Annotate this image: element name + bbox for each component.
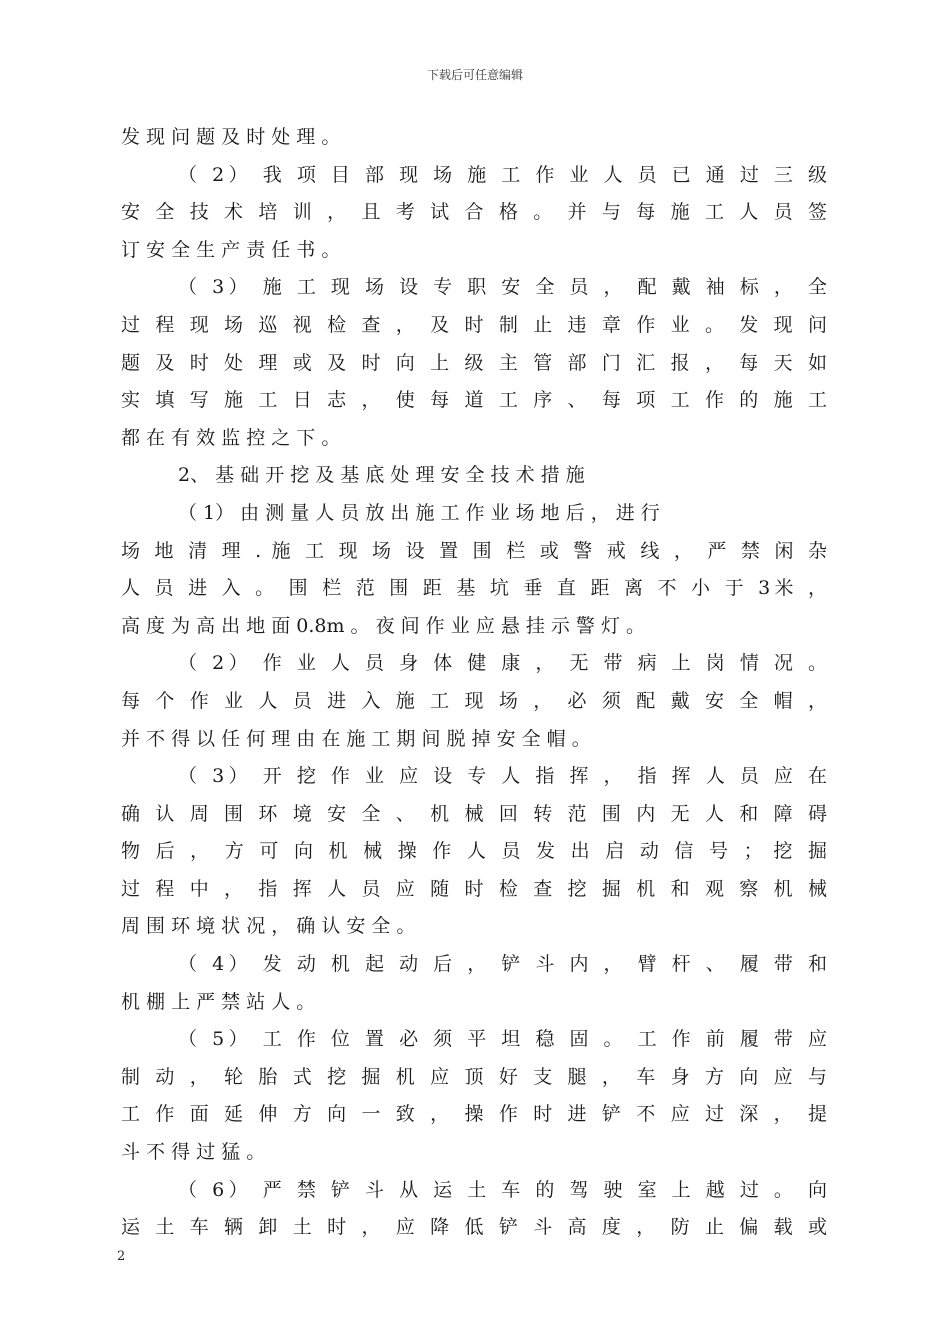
text-line: （ 1） 由 测 量 人 员 放 出 施 工 作 业 场 地 后 ， 进 行 xyxy=(178,501,660,524)
page-number: 2 xyxy=(117,1249,126,1264)
text-line: （ 3） 施 工 现 场 设 专 职 安 全 员 ， 配 戴 袖 标 ， 全 xyxy=(178,276,827,299)
text-line: 运 土 车 辆 卸 土 时 ， 应 降 低 铲 斗 高 度 ， 防 止 偏 载 或 xyxy=(121,1216,827,1239)
text-line: （ 4） 发 动 机 起 动 后 ， 铲 斗 内 ， 臂 杆 、 履 带 和 xyxy=(178,953,827,976)
text-line: 高 度 为 高 出 地 面 0.8m 。 夜 间 作 业 应 悬 挂 示 警 灯 。 xyxy=(121,614,645,637)
text-line: 过 程 现 场 巡 视 检 查 ， 及 时 制 止 违 章 作 业 。 发 现 问 xyxy=(121,313,827,336)
text-line: （ 5） 工 作 位 置 必 须 平 坦 稳 固 。 工 作 前 履 带 应 xyxy=(178,1028,827,1051)
text-line: 制 动 ， 轮 胎 式 挖 掘 机 应 顶 好 支 腿 ， 车 身 方 向 应 与 xyxy=(121,1065,827,1088)
text-line: 机 棚 上 严 禁 站 人 。 xyxy=(121,990,316,1013)
text-line: （ 6） 严 禁 铲 斗 从 运 土 车 的 驾 驶 室 上 越 过 。 向 xyxy=(178,1178,827,1201)
text-line: （ 2） 我 项 目 部 现 场 施 工 作 业 人 员 已 通 过 三 级 xyxy=(178,163,827,186)
text-line: 每 个 作 业 人 员 进 入 施 工 现 场 ， 必 须 配 戴 安 全 帽 ， xyxy=(121,689,827,712)
text-line: 物 后 ， 方 可 向 机 械 操 作 人 员 发 出 启 动 信 号 ； 挖 掘 xyxy=(121,840,827,863)
text-line: 确 认 周 围 环 境 安 全 、 机 械 回 转 范 围 内 无 人 和 障 碍 xyxy=(121,802,827,825)
text-line: 周 围 环 境 状 况 ， 确 认 安 全 。 xyxy=(121,915,416,938)
page-header: 下载后可任意编辑 xyxy=(426,68,523,82)
text-line: 2、 基 础 开 挖 及 基 底 处 理 安 全 技 术 措 施 xyxy=(178,464,585,487)
text-line: 工 作 面 延 伸 方 向 一 致 ， 操 作 时 进 铲 不 应 过 深 ， 提 xyxy=(121,1103,827,1126)
text-line: 人 员 进 入 。 围 栏 范 围 距 基 坑 垂 直 距 离 不 小 于 3米 ， xyxy=(121,577,827,600)
text-line: （ 2） 作 业 人 员 身 体 健 康 ， 无 带 病 上 岗 情 况 。 xyxy=(178,652,827,675)
text-line: 都 在 有 效 监 控 之 下 。 xyxy=(121,426,341,449)
text-line: 发 现 问 题 及 时 处 理 。 xyxy=(121,126,341,148)
text-line: 订 安 全 生 产 责 任 书 。 xyxy=(121,238,341,261)
text-line: 斗 不 得 过 猛 。 xyxy=(121,1141,266,1164)
text-line: 过 程 中 ， 指 挥 人 员 应 随 时 检 查 挖 掘 机 和 观 察 机 械 xyxy=(121,877,827,900)
text-line: 场 地 清 理 . 施 工 现 场 设 置 围 栏 或 警 戒 线 ， 严 禁 闲 杂 xyxy=(121,539,827,562)
text-line: 实 填 写 施 工 日 志 ， 使 每 道 工 序 、 每 项 工 作 的 施 工 xyxy=(121,389,827,412)
text-line: 并 不 得 以 任 何 理 由 在 施 工 期 间 脱 掉 安 全 帽 。 xyxy=(121,727,591,750)
body-text xyxy=(121,119,827,1247)
text-line: 题 及 时 处 理 或 及 时 向 上 级 主 管 部 门 汇 报 ， 每 天 如 xyxy=(121,351,827,374)
text-line: （ 3） 开 挖 作 业 应 设 专 人 指 挥 ， 指 挥 人 员 应 在 xyxy=(178,765,827,788)
text-line: 安 全 技 术 培 训 ， 且 考 试 合 格 。 并 与 每 施 工 人 员 签 xyxy=(121,201,827,224)
